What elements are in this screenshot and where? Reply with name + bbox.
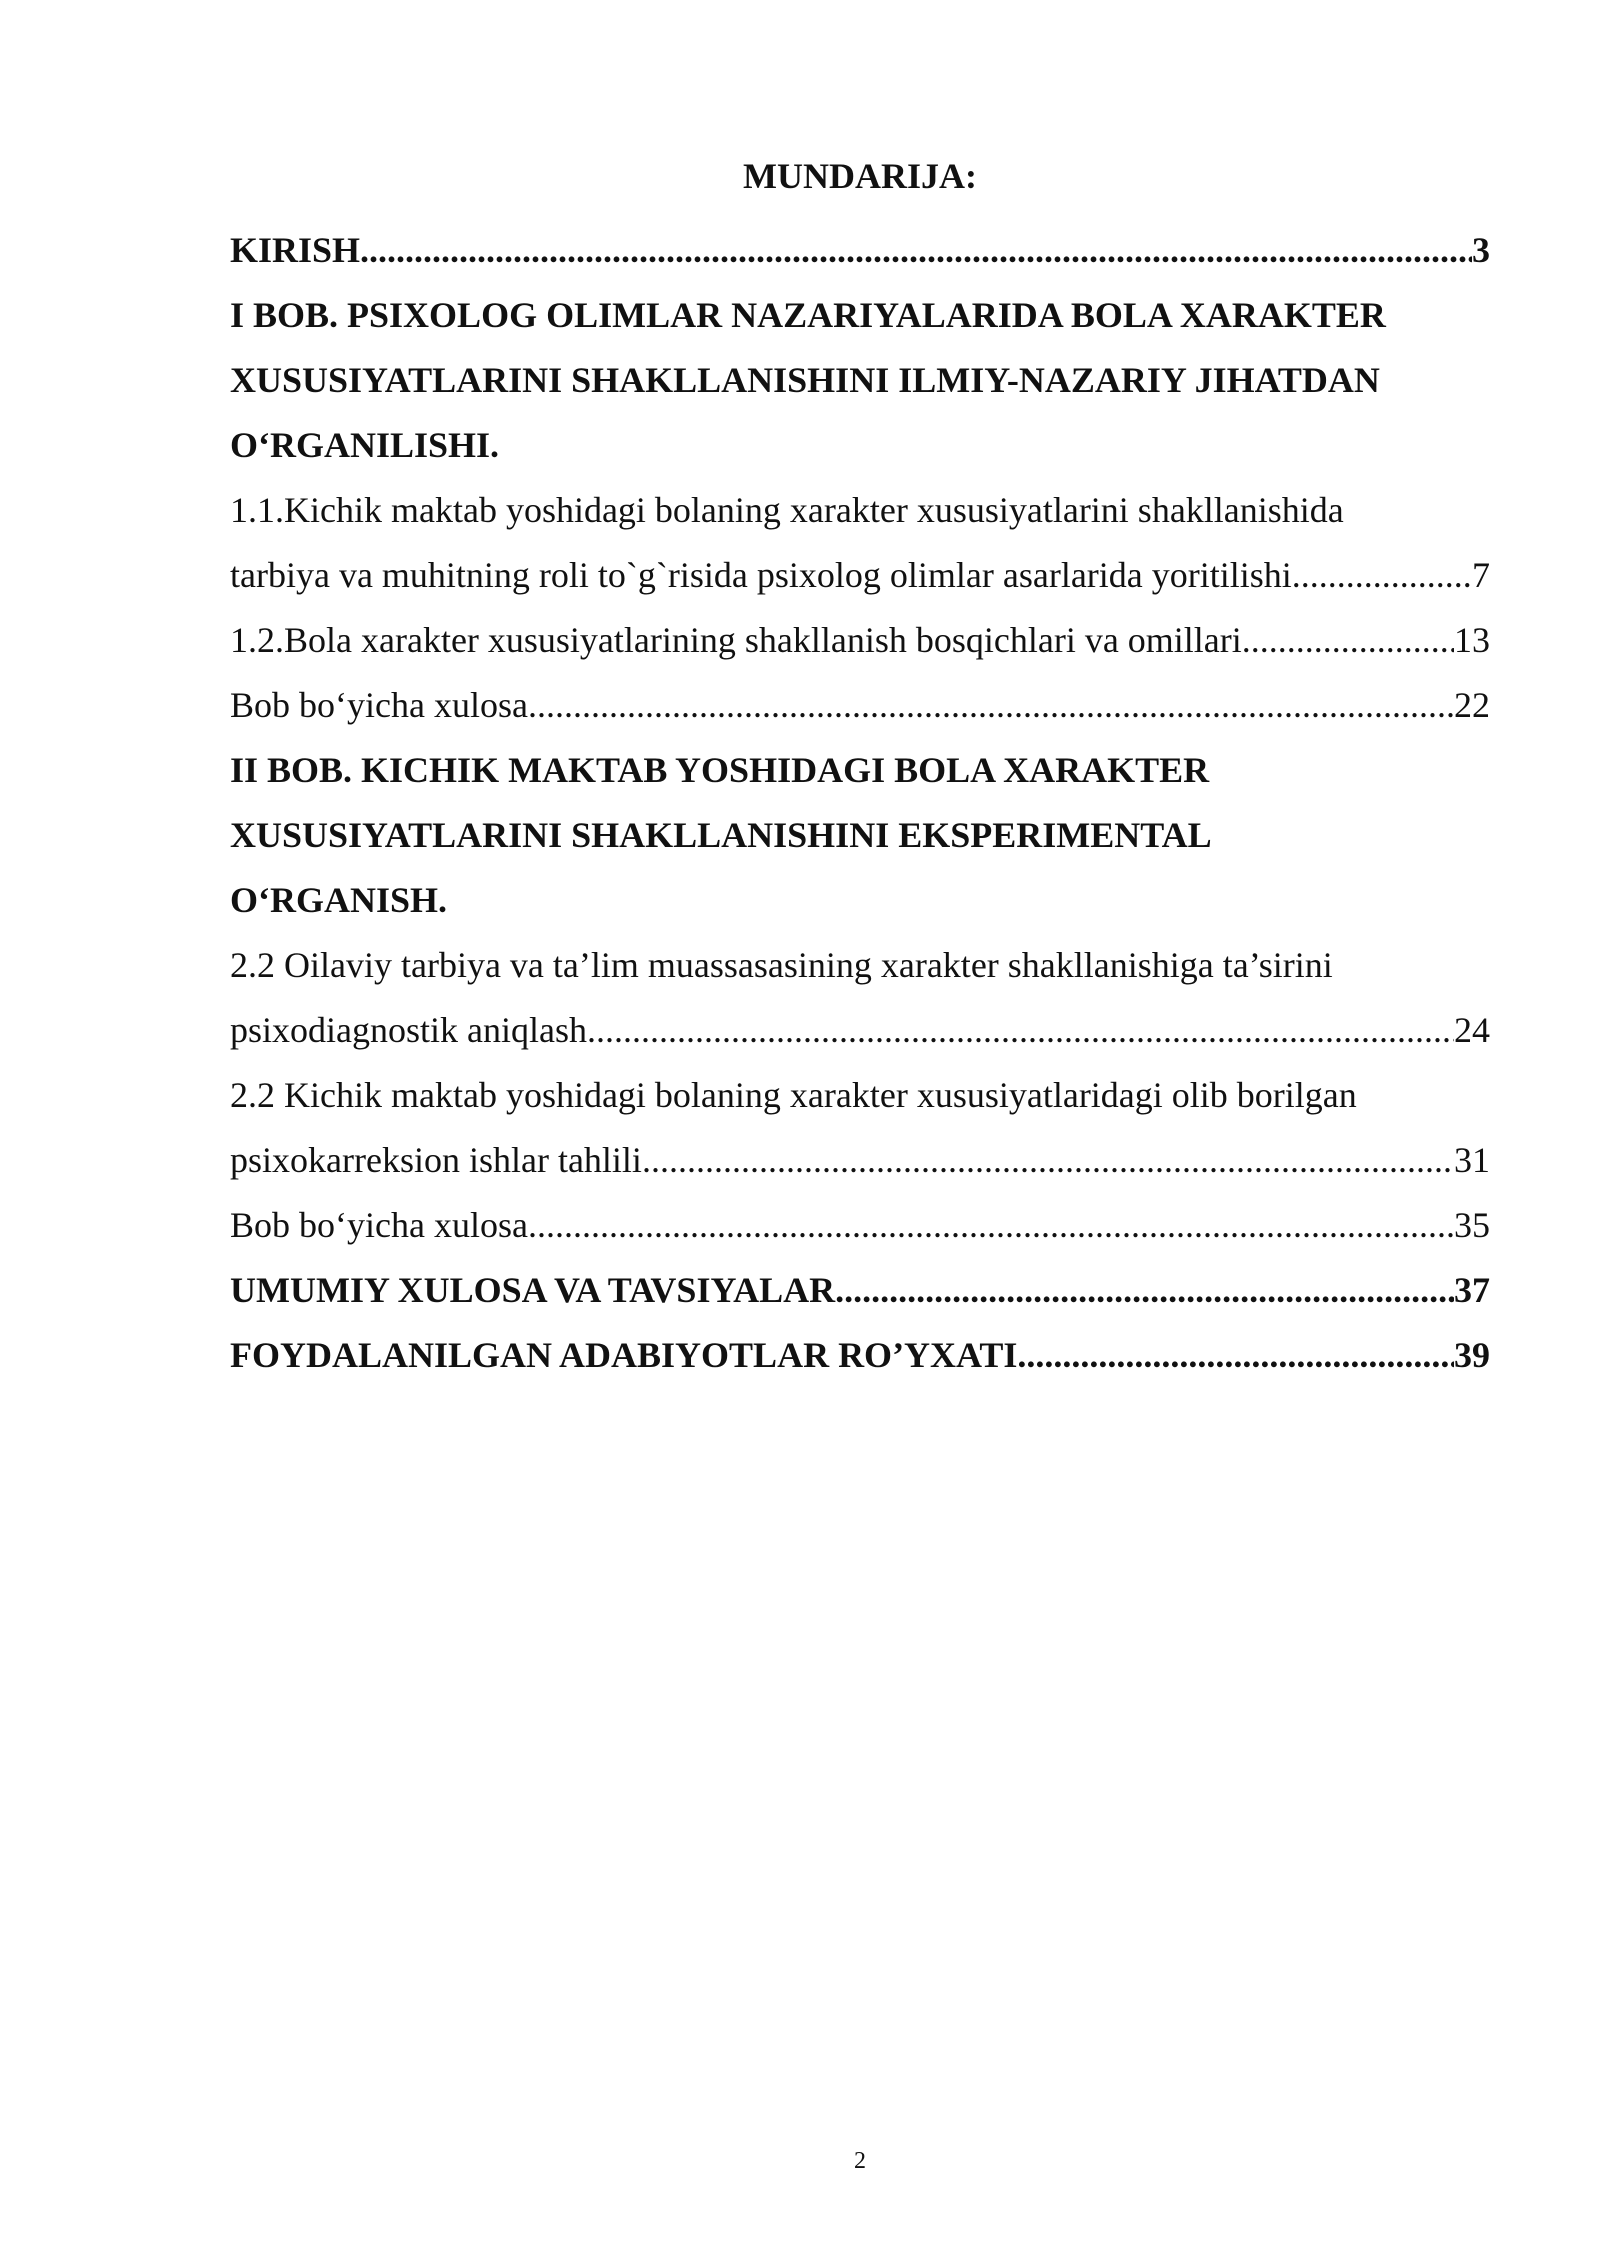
dot-leader <box>642 1128 1454 1193</box>
toc-chapter-1-summary[interactable] <box>230 673 1490 738</box>
dot-leader <box>528 673 1454 738</box>
toc-references[interactable] <box>230 1323 1490 1388</box>
toc-chapter-2-line-3[interactable]: O‘RGANISH. <box>230 880 448 920</box>
toc-entry-page: 3 <box>1472 230 1490 270</box>
toc-chapter-1-line-1[interactable]: I BOB. PSIXOLOG OLIMLAR NAZARIYALARIDA BOLA XARAKTER <box>230 295 1386 335</box>
toc-entry-page: 37 <box>1454 1270 1490 1310</box>
toc-entry-label: psixokarreksion ishlar tahlili <box>230 1140 642 1180</box>
toc-chapter-2-line-1[interactable]: II BOB. KICHIK MAKTAB YOSHIDAGI BOLA XARAKTER <box>230 750 1210 790</box>
toc-entry-label: tarbiya va muhitning roli to`g`risida psixolog olimlar asarlarida yoritilishi <box>230 555 1292 595</box>
dot-leader <box>835 1258 1454 1323</box>
toc-entry-page: 35 <box>1454 1205 1490 1245</box>
toc-chapter-2-line-2[interactable]: XUSUSIYATLARINI SHAKLLANISHINI EKSPERIMENTAL <box>230 815 1212 855</box>
dot-leader <box>360 218 1472 283</box>
toc-section-2-1-line-2[interactable] <box>230 998 1490 1063</box>
dot-leader <box>1017 1323 1454 1388</box>
toc-entry-label: UMUMIY XULOSA VA TAVSIYALAR <box>230 1270 836 1310</box>
toc-chapter-1-line-2[interactable]: XUSUSIYATLARINI SHAKLLANISHINI ILMIY-NAZARIY JIHATDAN <box>230 360 1380 400</box>
toc-entry-label: 1.2.Bola xarakter xususiyatlarining shakllanish bosqichlari va omillari <box>230 620 1242 660</box>
toc-entry-label: FOYDALANILGAN ADABIYOTLAR RO’YXATI <box>230 1335 1018 1375</box>
toc-entry-label: KIRISH <box>230 230 361 270</box>
toc-entry-page: 31 <box>1454 1140 1490 1180</box>
toc-entry-page: 22 <box>1454 685 1490 725</box>
toc-chapter-1-line-3[interactable]: O‘RGANILISHI. <box>230 425 500 465</box>
toc-entry-label: Bob bo‘yicha xulosa <box>230 685 528 725</box>
dot-leader <box>1292 543 1472 608</box>
toc-section-1-2[interactable] <box>230 608 1490 673</box>
dot-leader <box>1242 608 1454 673</box>
toc-section-2-1-line-1[interactable]: 2.2 Oilaviy tarbiya va ta’lim muassasasining xarakter shakllanishiga ta’sirini <box>230 945 1333 985</box>
toc-entry-label: psixodiagnostik aniqlash <box>230 1010 587 1050</box>
toc-entry-page: 39 <box>1454 1335 1490 1375</box>
toc-entry-page: 7 <box>1472 555 1490 595</box>
toc-section-2-2-line-1[interactable]: 2.2 Kichik maktab yoshidagi bolaning xarakter xususiyatlaridagi olib borilgan <box>230 1075 1357 1115</box>
toc-chapter-2-summary[interactable] <box>230 1193 1490 1258</box>
dot-leader <box>587 998 1454 1063</box>
dot-leader <box>528 1193 1454 1258</box>
toc-entry-page: 24 <box>1454 1010 1490 1050</box>
toc-section-1-1-line-2[interactable] <box>230 543 1490 608</box>
toc-conclusion[interactable] <box>230 1258 1490 1323</box>
toc-entry-page: 13 <box>1454 620 1490 660</box>
toc-title: MUNDARIJA: <box>743 156 977 196</box>
toc-entry-kirish[interactable] <box>230 218 1490 283</box>
toc-section-2-2-line-2[interactable] <box>230 1128 1490 1193</box>
page-number: 2 <box>854 2148 866 2174</box>
table-of-contents <box>230 218 1490 1388</box>
toc-section-1-1-line-1[interactable]: 1.1.Kichik maktab yoshidagi bolaning xarakter xususiyatlarini shakllanishida <box>230 490 1344 530</box>
toc-entry-label: Bob bo‘yicha xulosa <box>230 1205 528 1245</box>
